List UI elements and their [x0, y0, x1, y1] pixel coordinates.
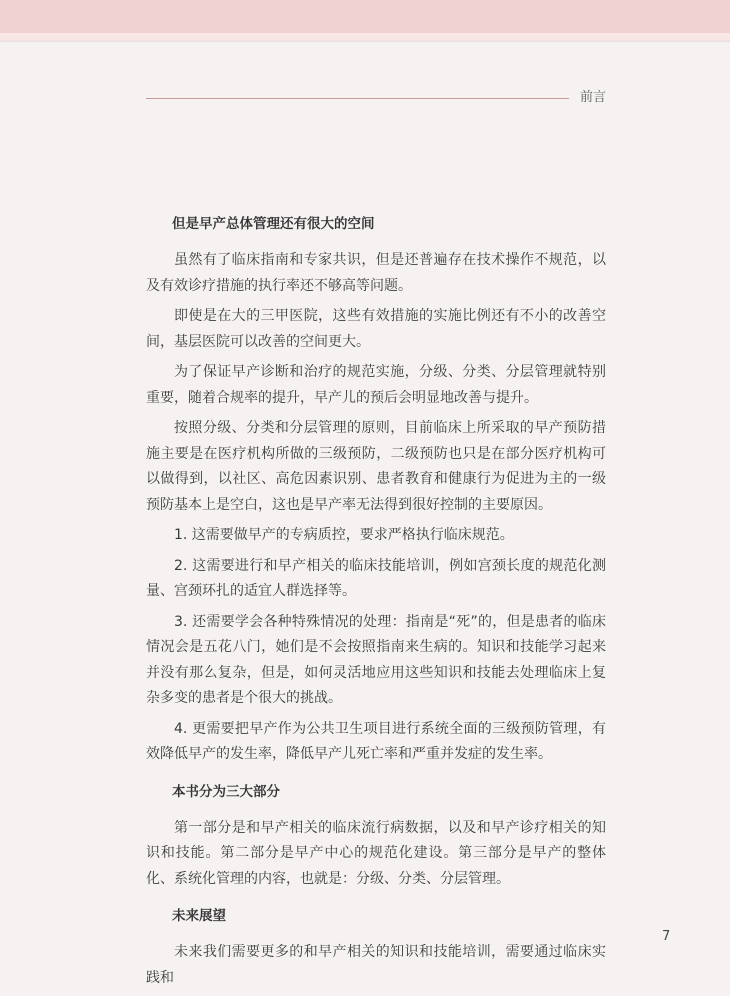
paragraph: 未来我们需要更多的和早产相关的知识和技能培训，需要通过临床实践和	[146, 944, 606, 986]
paragraph: 即使是在大的三甲医院，这些有效措施的实施比例还有不小的改善空间，基层医院可以改善的空间更大。	[146, 308, 606, 350]
header-rule	[146, 98, 569, 99]
paragraph: 为了保证早产诊断和治疗的规范实施，分级、分类、分层管理就特别重要，随着合规率的提升，早产儿的预后会明显地改善与提升。	[146, 364, 606, 406]
running-header: 前言	[580, 90, 607, 105]
top-color-band	[0, 0, 730, 33]
section-heading: 未来展望	[172, 908, 226, 924]
list-paragraph: 3. 还需要学会各种特殊情况的处理：指南是“死”的，但是患者的临床情况会是五花八门，她们是不会按照指南来生病的。知识和技能学习起来并没有那么复杂，但是，如何灵活地应用这些知识和技能去处理临床上复杂多变的患者是个很大的挑战。	[146, 613, 606, 706]
list-paragraph: 2. 这需要进行和早产相关的临床技能培训，例如宫颈长度的规范化测量、宫颈环扎的适宜人群选择等。	[146, 557, 606, 599]
section-heading: 本书分为三大部分	[172, 783, 280, 800]
list-paragraph: 4. 更需要把早产作为公共卫生项目进行系统全面的三级预防管理，有效降低早产的发生率，降低早产儿死亡率和严重并发症的发生率。	[146, 720, 606, 762]
top-color-strip	[0, 33, 730, 40]
top-edge-line	[0, 40, 730, 42]
list-paragraph: 1. 这需要做早产的专病质控，要求严格执行临床规范。	[174, 527, 514, 543]
section-heading: 但是早产总体管理还有很大的空间	[172, 216, 375, 232]
paragraph: 按照分级、分类和分层管理的原则，目前临床上所采取的早产预防措施主要是在医疗机构所做的三级预防，二级预防也只是在部分医疗机构可以做得到，以社区、高危因素识别、患者教育和健康行为促进为主的一级预防基本上是空白，这也是早产率无法得到很好控制的主要原因。	[146, 420, 606, 513]
page-body	[146, 212, 606, 996]
page-number: 7	[662, 929, 671, 944]
paragraph: 虽然有了临床指南和专家共识，但是还普遍存在技术操作不规范，以及有效诊疗措施的执行率还不够高等问题。	[146, 252, 606, 294]
paragraph: 第一部分是和早产相关的临床流行病数据，以及和早产诊疗相关的知识和技能。第二部分是早产中心的规范化建设。第三部分是早产的整体化、系统化管理的内容，也就是：分级、分类、分层管理。	[146, 819, 606, 887]
